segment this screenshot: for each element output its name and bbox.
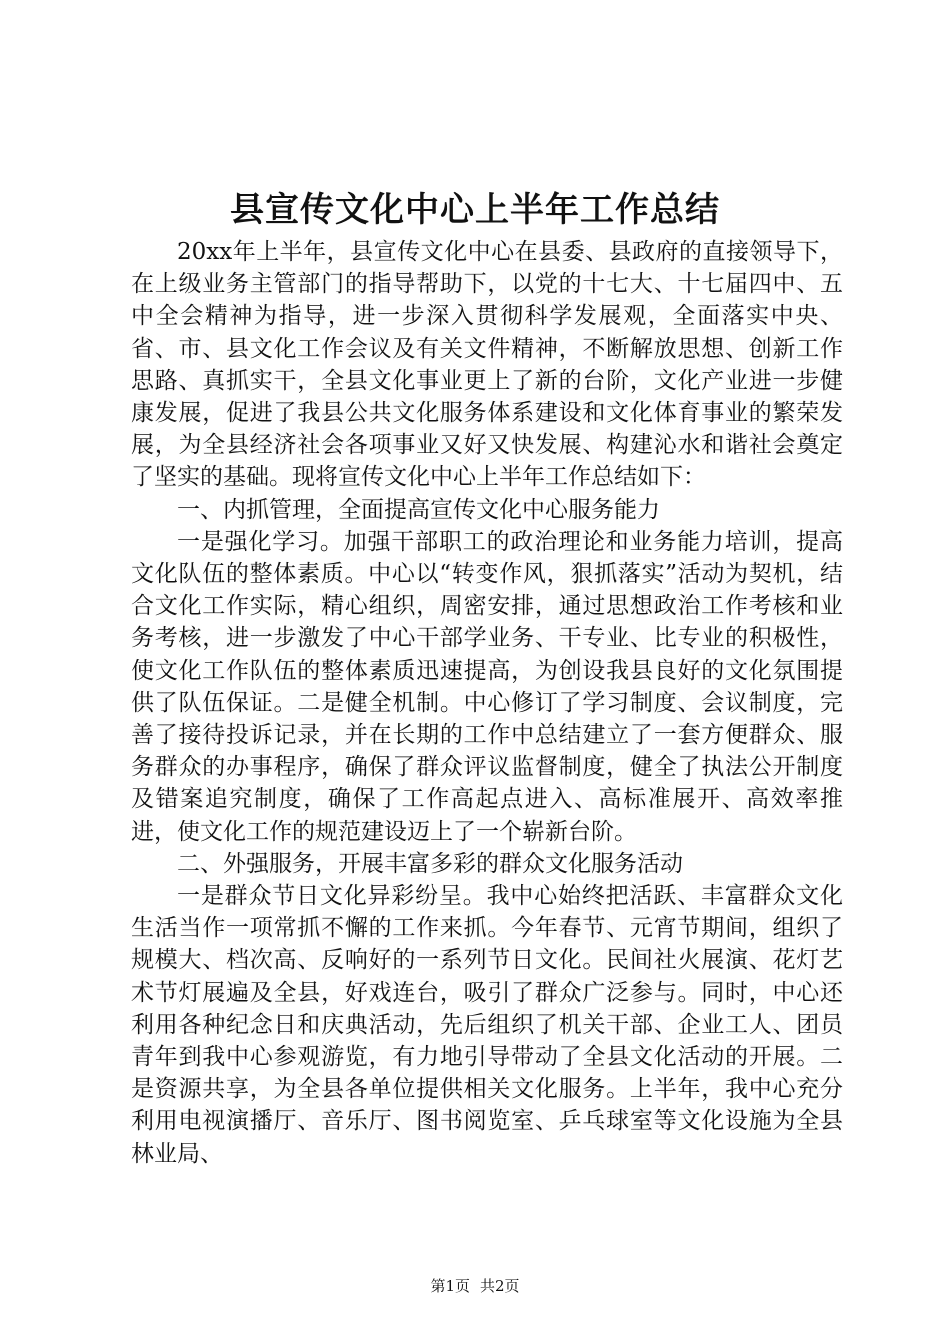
section-heading-2: 二、外强服务，开展丰富多彩的群众文化服务活动	[177, 850, 683, 877]
page-number-total: 共2页	[480, 1277, 520, 1295]
paragraph-section-1: 一是强化学习。加强干部职工的政治理论和业务能力培训，提高文化队伍的整体素质。中心以“转变作风，狠抓落实”活动为契机，结合文化工作实际，精心组织，周密安排，通过思想政治工作考核和业务考核，进一步激发了中心干部学业务、干专业、比专业的积极性，使文化工作队伍的整体素质迅速提高，为创设我县良好的文化氛围提供了队伍保证。二是健全机制。中心修订了学习制度、会议制度，完善了接待投诉记录，并在长期的工作中总结建立了一套方便群众、服务群众的办事程序，确保了群众评议监督制度，健全了执法公开制度及错案追究制度，确保了工作高起点进入、高标准展开、高效率推进，使文化工作的规范建设迈上了一个崭新台阶。	[131, 528, 843, 845]
section-heading-1: 一、内抓管理，全面提高宣传文化中心服务能力	[177, 496, 660, 523]
paragraph-intro: 20xx年上半年，县宣传文化中心在县委、县政府的直接领导下，在上级业务主管部门的指导帮助下，以党的十七大、十七届四中、五中全会精神为指导，进一步深入贯彻科学发展观，全面落实中央、省、市、县文化工作会议及有关文件精神，不断解放思想、创新工作思路、真抓实干，全县文化事业更上了新的台阶，文化产业进一步健康发展，促进了我县公共文化服务体系建设和文化体育事业的繁荣发展，为全县经济社会各项事业又好又快发展、构建沁水和谐社会奠定了坚实的基础。现将宣传文化中心上半年工作总结如下：	[131, 239, 843, 491]
paragraph-section-2: 一是群众节日文化异彩纷呈。我中心始终把活跃、丰富群众文化生活当作一项常抓不懈的工作来抓。今年春节、元宵节期间，组织了规模大、档次高、反响好的一系列节日文化。民间社火展演、花灯艺术节灯展遍及全县，好戏连台，吸引了群众广泛参与。同时，中心还利用各种纪念日和庆典活动，先后组织了机关干部、企业工人、团员青年到我中心参观游览，有力地引导带动了全县文化活动的开展。二是资源共享，为全县各单位提供相关文化服务。上半年，我中心充分利用电视演播厅、音乐厅、图书阅览室、乒乓球室等文化设施为全县林业局、	[131, 883, 843, 1167]
document-body	[131, 236, 843, 1170]
page-footer	[0, 1276, 950, 1296]
document-title: 县宣传文化中心上半年工作总结	[230, 190, 720, 230]
page-number-current: 第1页	[430, 1277, 470, 1295]
